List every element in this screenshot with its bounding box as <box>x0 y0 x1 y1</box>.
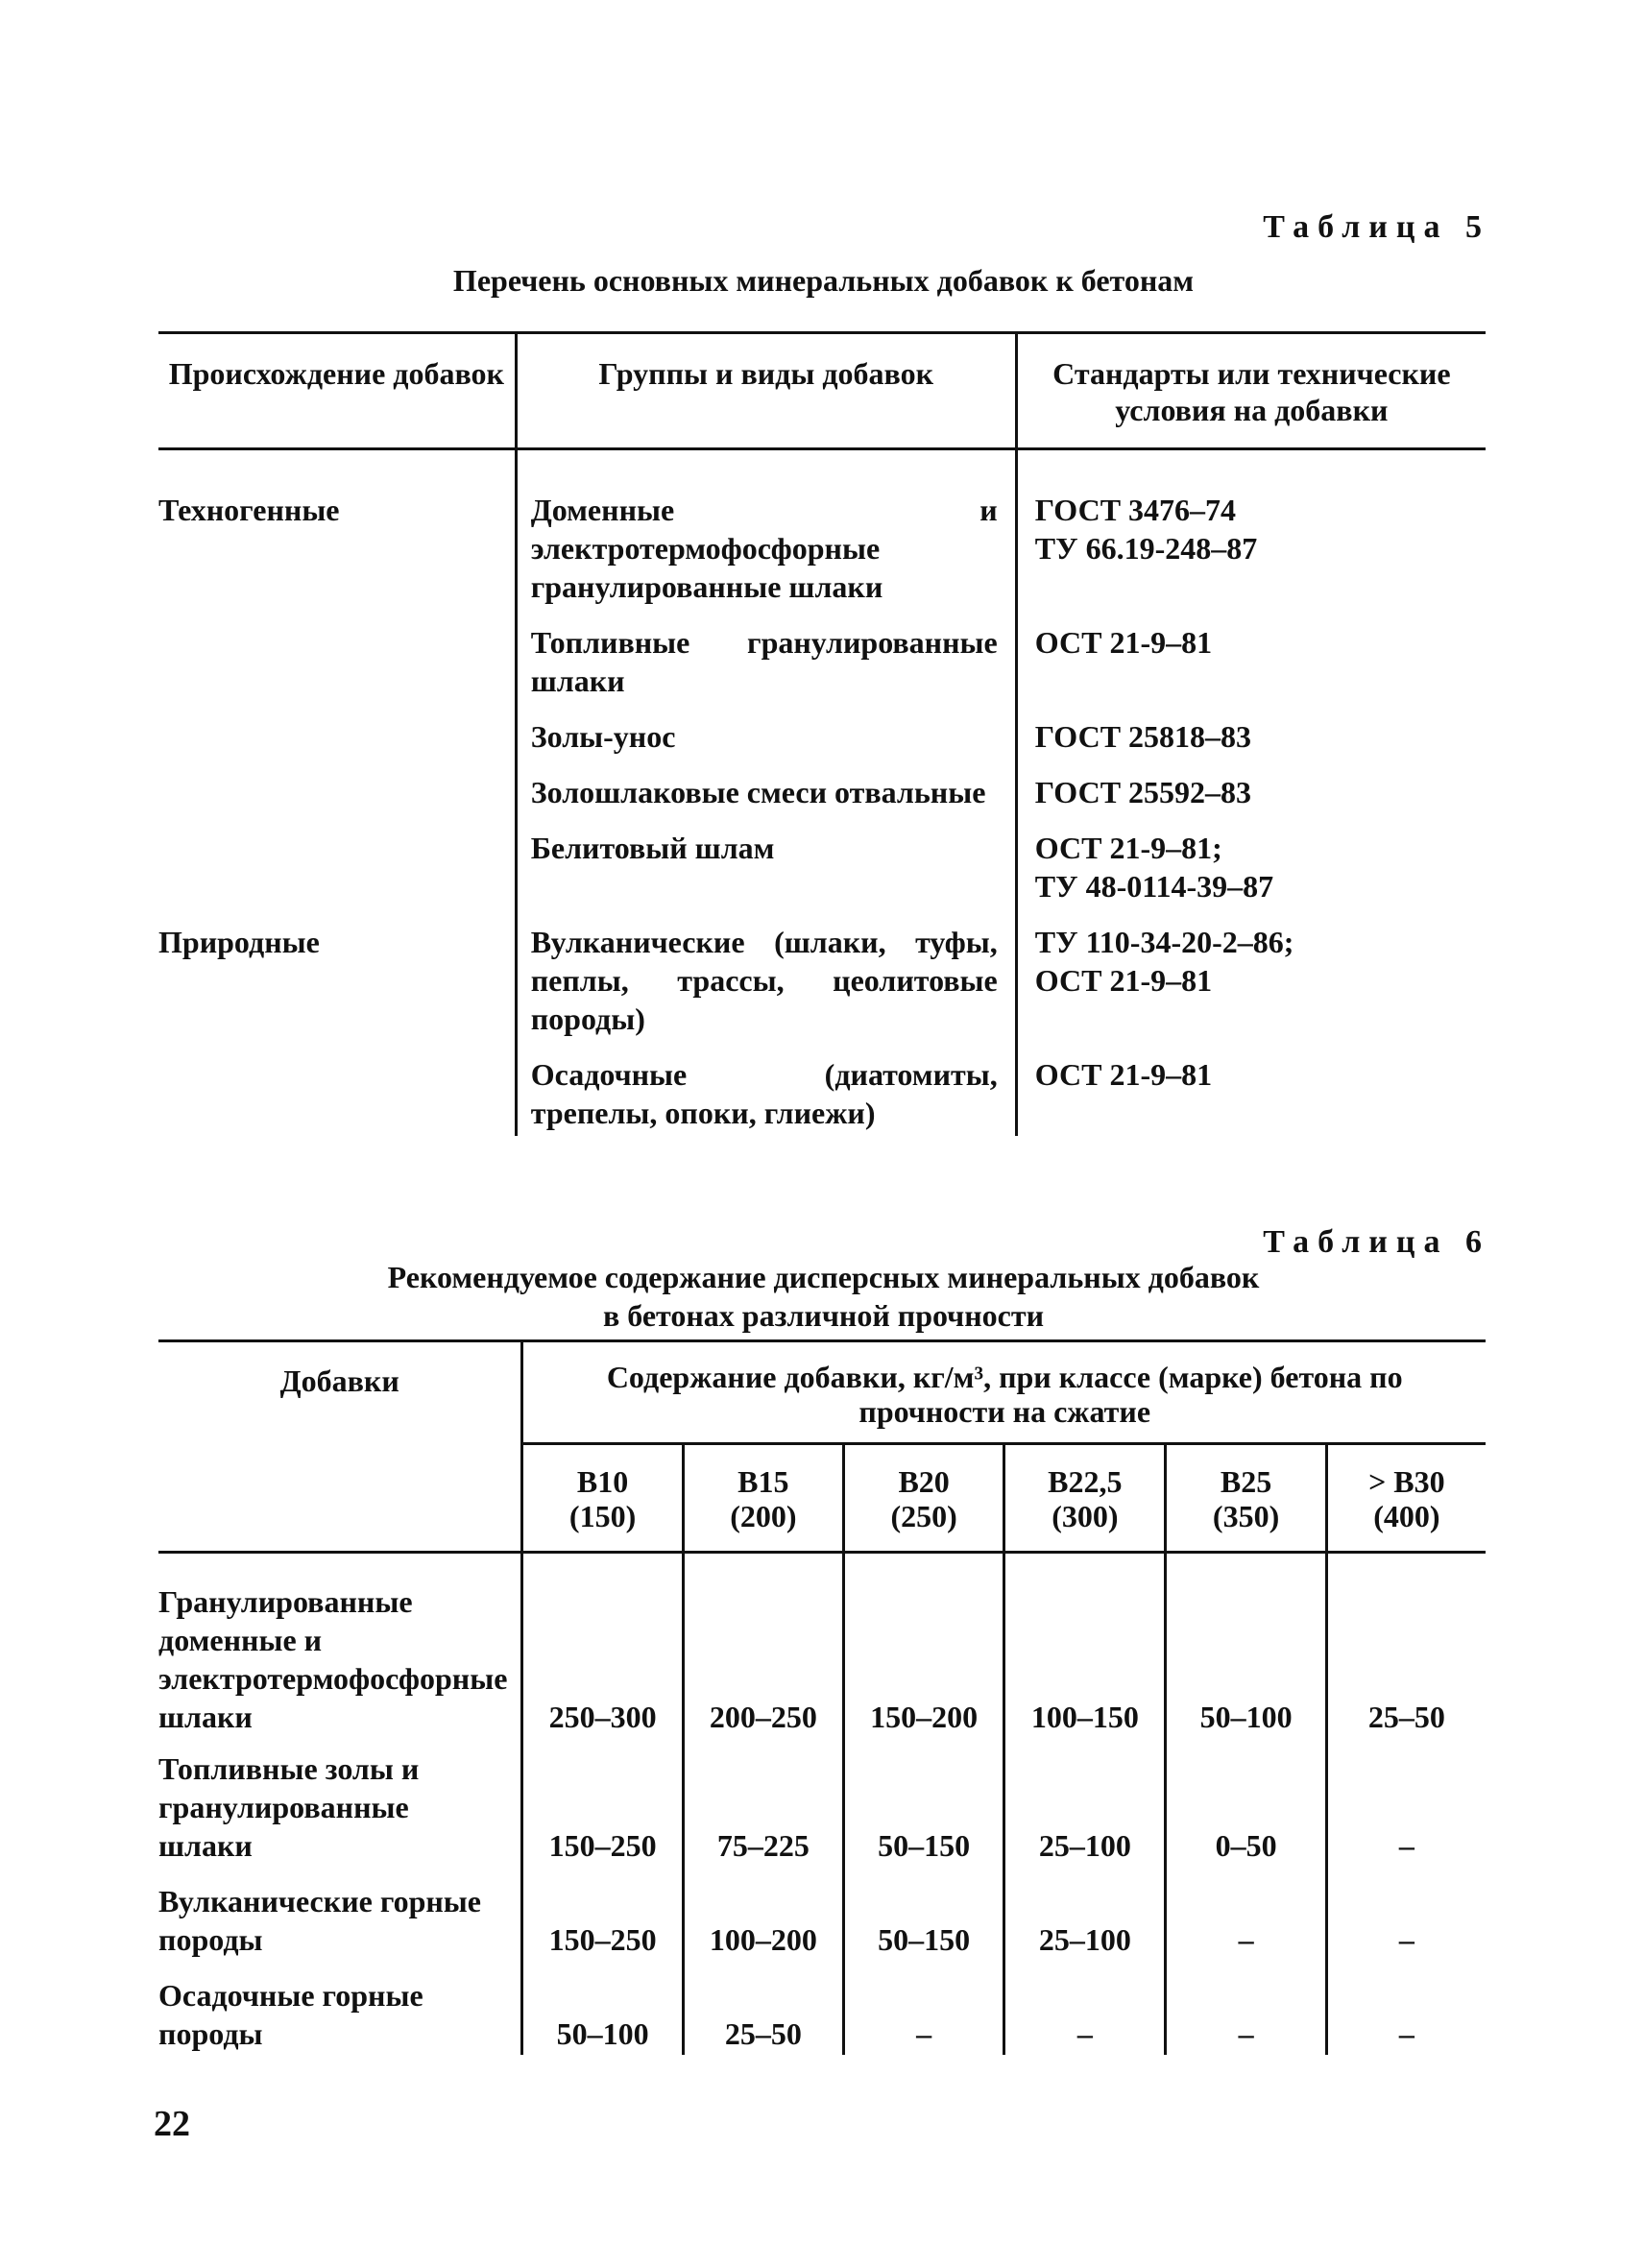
table5-row <box>158 773 1486 829</box>
table6-cell-value: – <box>1326 1882 1486 1976</box>
table5-cell-origin <box>158 623 516 717</box>
table6-cell-value: 100–150 <box>1004 1553 1166 1750</box>
table6-cell-value: – <box>1326 1749 1486 1882</box>
table6-row <box>158 1749 1486 1882</box>
table5-header-groups: Группы и виды добавок <box>516 333 1016 449</box>
table5-cell-group: Топливные гранулированные шлаки <box>516 623 1016 717</box>
table5-row <box>158 449 1486 624</box>
table6-class-header <box>683 1444 843 1553</box>
table5-row <box>158 717 1486 773</box>
table5-cell-origin: Природные <box>158 925 320 959</box>
table6-header-additives: Добавки <box>279 1363 399 1398</box>
table6-cell-value: 100–200 <box>683 1882 843 1976</box>
table5-row <box>158 623 1486 717</box>
table6-cell-additive: Топливные золы и гранулированные шлаки <box>158 1751 420 1863</box>
table6-class-label: B22,5 <box>1048 1464 1123 1499</box>
table5-cell-standard: ГОСТ 3476–74 ТУ 66.19-248–87 <box>1034 493 1258 566</box>
table6-cell-additive: Гранулированные доменные и электротермофосфорные шлаки <box>158 1584 508 1734</box>
table6-cell-value: 0–50 <box>1166 1749 1326 1882</box>
table5-title: Перечень основных минеральных добавок к бетонам <box>452 263 1195 298</box>
table5-cell-origin <box>158 773 516 829</box>
table5-cell-group: Вулканические (шлаки, туфы, пеплы, трассы, цеолитовые породы) <box>516 923 1016 1055</box>
table6-class-header <box>522 1444 683 1553</box>
table6-title <box>154 1258 1493 1335</box>
table5 <box>158 331 1486 1136</box>
table5-cell-group: Золошлаковые смеси отвальные <box>516 773 1016 829</box>
table6-label: Таблица 6 <box>1263 1224 1490 1260</box>
table6-cell-value: 50–100 <box>522 1976 683 2055</box>
table6-class-mark: (350) <box>1212 1499 1280 1533</box>
table5-cell-standard: ОСТ 21-9–81 <box>1034 1057 1213 1092</box>
table6-class-header <box>1166 1444 1326 1553</box>
table6-cell-value: 25–100 <box>1004 1882 1166 1976</box>
table5-cell-group: Осадочные (диатомиты, трепелы, опоки, глиежи) <box>516 1055 1016 1136</box>
table5-row <box>158 829 1486 923</box>
table6-cell-value: 50–150 <box>843 1749 1003 1882</box>
table6 <box>158 1339 1486 2055</box>
table5-cell-standard: ТУ 110-34-20-2–86; ОСТ 21-9–81 <box>1034 925 1294 998</box>
table5-cell-origin <box>158 829 516 923</box>
table5-cell-group: Белитовый шлам <box>516 829 1016 923</box>
table6-row <box>158 1976 1486 2055</box>
table5-cell-origin <box>158 717 516 773</box>
table5-body <box>158 449 1486 1137</box>
page-number: 22 <box>154 2104 190 2144</box>
table6-cell-additive: Вулканические горные породы <box>158 1884 481 1957</box>
table6-cell-value: 200–250 <box>683 1553 843 1750</box>
table6-cell-value: 75–225 <box>683 1749 843 1882</box>
table5-header-origin: Происхождение добавок <box>168 356 504 391</box>
table6-cell-value: – <box>1166 1882 1326 1976</box>
table6-class-label: B10 <box>576 1464 629 1499</box>
table6-class-label: B15 <box>737 1464 789 1499</box>
table6-class-header <box>1004 1444 1166 1553</box>
table6-class-mark: (300) <box>1052 1499 1119 1533</box>
table6-cell-value: – <box>1326 1976 1486 2055</box>
table6-cell-value: 25–50 <box>683 1976 843 2055</box>
table5-cell-standard: ОСТ 21-9–81; ТУ 48-0114-39–87 <box>1034 831 1274 904</box>
table6-cell-value: – <box>1166 1976 1326 2055</box>
table6-cell-value: 50–150 <box>843 1882 1003 1976</box>
table6-row <box>158 1553 1486 1750</box>
table6-class-mark: (400) <box>1373 1499 1440 1533</box>
table5-header-row <box>158 333 1486 449</box>
table6-header-content: Содержание добавки, кг/м³, при классе (марке) бетона по прочности на сжатие <box>522 1341 1486 1444</box>
table6-cell-value: 150–200 <box>843 1553 1003 1750</box>
table5-row <box>158 1055 1486 1136</box>
table6-class-label: B20 <box>898 1464 950 1499</box>
table6-class-header <box>843 1444 1003 1553</box>
table5-header-standards: Стандарты или технические условия на добавки <box>1052 356 1451 427</box>
table6-class-mark: (200) <box>730 1499 797 1533</box>
table5-cell-group: Золы-унос <box>516 717 1016 773</box>
table6-title-line2: в бетонах различной прочности <box>602 1298 1044 1333</box>
table6-cell-additive: Осадочные горные породы <box>158 1978 423 2051</box>
table6-cell-value: 250–300 <box>522 1553 683 1750</box>
table6-class-label: B25 <box>1220 1464 1272 1499</box>
table6-cell-value: 25–100 <box>1004 1749 1166 1882</box>
table5-cell-origin <box>158 1055 516 1136</box>
table6-cell-value: – <box>843 1976 1003 2055</box>
table6-class-mark: (250) <box>890 1499 957 1533</box>
table6-class-header <box>1326 1444 1486 1553</box>
table6-title-line1: Рекомендуемое содержание дисперсных минеральных добавок <box>387 1260 1260 1294</box>
table5-cell-origin: Техногенные <box>158 493 340 527</box>
table5-cell-standard: ОСТ 21-9–81 <box>1034 625 1213 660</box>
table5-cell-standard: ГОСТ 25818–83 <box>1034 719 1252 754</box>
table5-cell-group: Доменные и электротермофосфорные гранулированные шлаки <box>516 449 1016 624</box>
table6-cell-value: 150–250 <box>522 1882 683 1976</box>
table6-cell-value: 25–50 <box>1326 1553 1486 1750</box>
table5-cell-standard: ГОСТ 25592–83 <box>1034 775 1252 809</box>
table6-cell-value: 150–250 <box>522 1749 683 1882</box>
table6-row <box>158 1882 1486 1976</box>
table5-label: Таблица 5 <box>1263 209 1490 245</box>
table6-cell-value: – <box>1004 1976 1166 2055</box>
table6-class-label: > B30 <box>1368 1464 1445 1499</box>
table6-body <box>158 1553 1486 2056</box>
table5-row <box>158 923 1486 1055</box>
table6-class-mark: (150) <box>568 1499 637 1533</box>
table6-cell-value: 50–100 <box>1166 1553 1326 1750</box>
table6-header-row1 <box>158 1341 1486 1444</box>
